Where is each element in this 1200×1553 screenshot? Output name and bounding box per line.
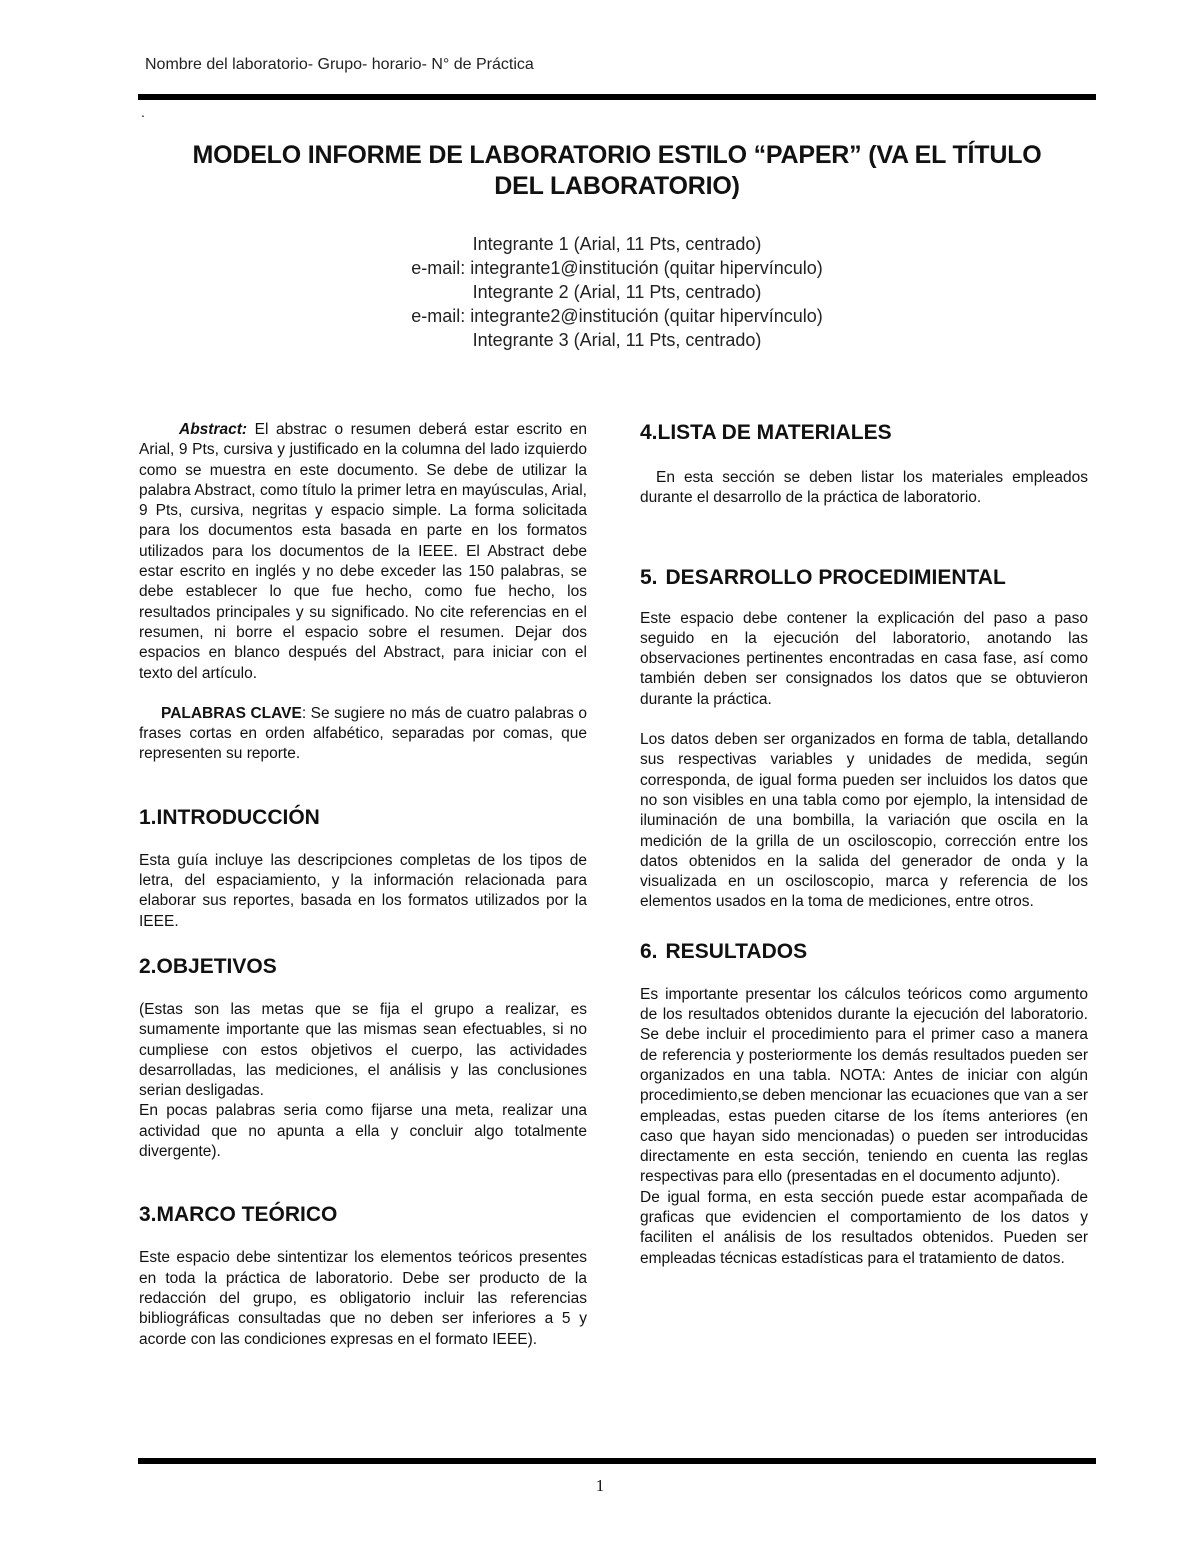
keywords-label: PALABRAS CLAVE [161, 704, 302, 722]
desarrollo-text-1: Este espacio debe contener la explicación del paso a paso seguido en la ejecución del laboratorio, anotando las observaciones pertinentes encontradas en casa fase, así como también deben ser consignados los datos que se obtuvieron durante la práctica. [640, 609, 1088, 708]
right-column [640, 420, 1088, 1269]
running-header: Nombre del laboratorio- Grupo- horario- N° de Práctica [145, 56, 534, 73]
document-title [138, 140, 1096, 202]
objetivos-text-2: En pocas palabras seria como fijarse una meta, realizar una actividad que no apunta a ella y concluir algo totalmente divergente). [139, 1102, 587, 1161]
author-2-email: e-mail: integrante2@institución (quitar hipervínculo) [411, 306, 823, 326]
stray-dot: . [141, 104, 145, 120]
marco-teorico-text: Este espacio debe sintentizar los elementos teóricos presentes en toda la práctica de laboratorio. Debe ser producto de la redacción del grupo, es obligatorio incluir las referencias bibliográficas consultadas que no deben ser inferiores a 5 y acorde con las condiciones expresas en el formato IEEE). [139, 1249, 587, 1348]
section-heading-desarrollo: 5. DESARROLLO PROCEDIMIENTAL [640, 565, 1006, 589]
keywords-text: : Se sugiere no más de cuatro palabras o frases cortas en orden alfabético, separadas por comas, que representen su reporte. [139, 704, 587, 763]
author-1-email: e-mail: integrante1@institución (quitar hipervínculo) [411, 258, 823, 278]
header-rule [138, 94, 1096, 100]
section-heading-resultados: 6. RESULTADOS [640, 939, 808, 963]
author-3: Integrante 3 (Arial, 11 Pts, centrado) [472, 330, 762, 350]
desarrollo-text-2: Los datos deben ser organizados en forma de tabla, detallando sus respectivas variables y unidades de medida, según corresponda, de igual forma pueden ser incluidos los datos que no son visibles en una tabla como por ejemplo, la intensidad de iluminación de una bombilla, la variación que oscila en la medición de la grilla de un osciloscopio, corrección entre los datos obtenidos en la salida del generador de onda y la visualizada en un osciloscopio, marca y referencia de los elementos usados en la toma de mediciones, entre otros. [640, 731, 1088, 911]
introduccion-text: Esta guía incluye las descripciones completas de los tipos de letra, del espaciamiento, y la información relacionada para elaborar sus reportes, basada en los formatos utilizados por la IEEE. [139, 851, 587, 930]
abstract-label: Abstract: [179, 421, 248, 438]
title-line-1: MODELO INFORME DE LABORATORIO ESTILO “PAPER” (VA EL TÍTULO [192, 141, 1042, 169]
title-line-2: DEL LABORATORIO) [494, 172, 740, 200]
left-column [139, 420, 587, 1350]
resultados-text-1: Es importante presentar los cálculos teóricos como argumento de los resultados obtenidos durante la ejecución del laboratorio. Se debe incluir el procedimiento para el primer caso a manera de referencia y posteriormente los demás resultados pueden ser organizados en una tabla. NOTA: Antes de iniciar con algún procedimiento,se deben mencionar las ecuaciones que van a ser empleadas, estas pueden citarse de los ítems anteriores (en caso que hayan sido mencionadas) o pueden ser introducidas directamente en esta sección, teniendo en cuenta las reglas respectivas para ello (presentadas en el documento adjunto). [640, 985, 1088, 1186]
keywords-paragraph [139, 704, 587, 765]
section-heading-objetivos: 2.OBJETIVOS [139, 954, 277, 978]
footer-rule [138, 1458, 1096, 1464]
abstract-paragraph [139, 420, 587, 684]
resultados-text-2: De igual forma, en esta sección puede estar acompañada de graficas que evidencien el comportamiento de los datos y faciliten el análisis de los resultados obtenidos. Pueden ser empleadas técnicas estadísticas para el tratamiento de datos. [640, 1188, 1088, 1267]
author-1: Integrante 1 (Arial, 11 Pts, centrado) [472, 234, 762, 254]
page-number: 1 [595, 1476, 605, 1495]
materiales-text: En esta sección se deben listar los materiales empleados durante el desarrollo de la práctica de laboratorio. [640, 469, 1088, 507]
section-heading-introduccion: 1.INTRODUCCIÓN [139, 805, 320, 829]
objetivos-text-1: (Estas son las metas que se fija el grupo a realizar, es sumamente importante que las mismas sean efectuables, si no cumpliese con estos objetivos el cuerpo, las actividades desarrolladas, las mediciones, el análisis y las conclusiones serian desligadas. [139, 1000, 587, 1100]
section-heading-materiales: 4.LISTA DE MATERIALES [640, 421, 892, 444]
section-heading-marco-teorico: 3.MARCO TEÓRICO [139, 1203, 338, 1227]
authors-block [138, 232, 1096, 352]
author-2: Integrante 2 (Arial, 11 Pts, centrado) [472, 282, 762, 302]
abstract-text: El abstrac o resumen deberá estar escrito en Arial, 9 Pts, cursiva y justificado en la columna del lado izquierdo como se muestra en este documento. Se debe de utilizar la palabra Abstract, como título la primer letra en mayúsculas, Arial, 9 Pts, cursiva, negritas y espacio simple. La forma solicitada para los documentos esta basada en parte en los formatos utilizados para los documentos de la IEEE. El Abstract debe estar escrito en inglés y no debe exceder las 150 palabras, se debe establecer lo que fue hecho, como fue hecho, los resultados principales y su significado. No cite referencias en el resumen, ni borre el espacio sobre el resumen. Dejar dos espacios en blanco después del Abstract, para iniciar con el texto del artículo. [139, 421, 587, 682]
